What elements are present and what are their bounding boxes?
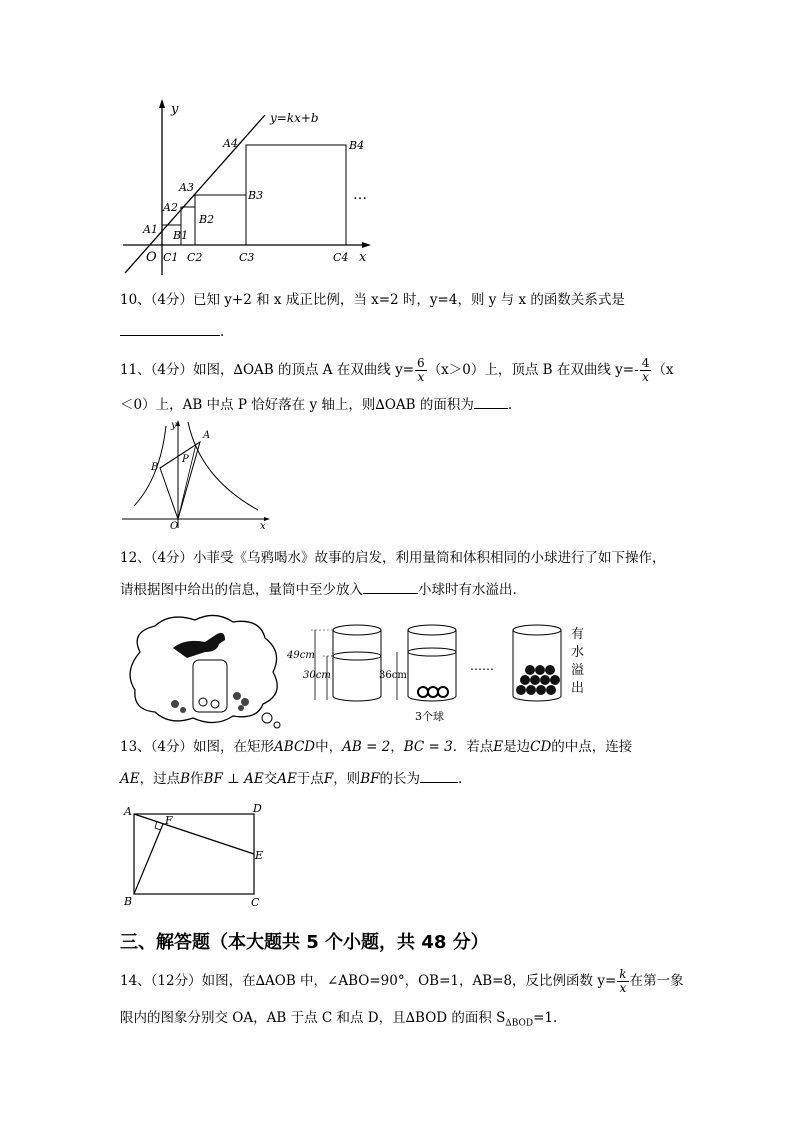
cylinder-2-top <box>408 625 456 635</box>
q11-frac2-num: 4 <box>641 356 650 370</box>
q13-ae2: AE <box>277 771 297 787</box>
overflow-char-1: 有 <box>571 627 585 642</box>
label-D: D <box>253 802 262 815</box>
label-A1: A1 <box>143 223 158 236</box>
q14-line2a: 限内的图象分别交 OA，AB 于点 C 和点 D，且∆BOD 的面积 S <box>120 1010 506 1026</box>
cloud-bubble-2 <box>274 722 280 728</box>
overflow-char-3: 溢 <box>571 663 585 678</box>
cylinder-1-water <box>333 652 381 660</box>
label-B1: B1 <box>173 229 189 242</box>
x-label: x <box>359 250 367 265</box>
q11-frac2-den: x <box>642 370 649 384</box>
squares-line-figure <box>115 95 375 280</box>
q14-line2b: =1. <box>533 1010 558 1026</box>
ellipsis-dots: …… <box>470 659 494 673</box>
label-B2: B2 <box>199 213 215 226</box>
ball-1 <box>418 687 428 697</box>
q14-frac-num: k <box>619 967 627 981</box>
question-10-answer-line <box>120 322 224 342</box>
hyperbola-left <box>134 426 166 506</box>
q11-fraction-2 <box>640 357 652 384</box>
q11-fraction-1 <box>415 357 427 384</box>
q14-part1: 14、（12分）如图，在∆AOB 中，∠ABO=90°，OB=1，AB=8，反比例函数 y= <box>120 973 617 989</box>
q11-line2: ＜0）上，AB 中点 P 恰好落在 y 轴上，则∆OAB 的面积为 <box>120 397 474 413</box>
q13-line2a: AE <box>120 771 140 787</box>
q13-e: E <box>493 739 504 755</box>
q13-sep1: ， <box>390 739 404 755</box>
label-C4: C4 <box>333 251 349 264</box>
many-balls <box>516 665 560 695</box>
cylinder-1-top <box>333 625 381 635</box>
origin-label: O <box>146 250 157 265</box>
q10-blank[interactable] <box>120 323 220 336</box>
label-A2: A2 <box>163 201 178 214</box>
pebble-1 <box>199 698 207 706</box>
thought-cloud <box>130 615 277 722</box>
y-label: y <box>171 102 179 117</box>
q14-sub: ∆BOD <box>505 1018 534 1029</box>
y-axis-arrow <box>159 99 165 108</box>
q12-line1: 12、（4分）小菲受《乌鸦喝水》故事的启发，利用量筒和体积相同的小球进行了如下操作， <box>120 550 666 566</box>
question-14-line2 <box>120 1008 557 1034</box>
q13-abcd: ABCD <box>274 739 316 755</box>
q14-fraction <box>617 968 628 995</box>
section-3-heading: 三、解答题（本大题共 5 个小题，共 48 分） <box>120 932 489 953</box>
segment-AE <box>134 814 254 854</box>
q13-bf: BF <box>360 771 380 787</box>
question-12-line2 <box>120 580 517 600</box>
label-x: x <box>260 521 266 532</box>
q14-frac-den: x <box>619 981 627 995</box>
q13-line2e: 于点 <box>296 771 324 787</box>
pebble-3 <box>233 692 241 700</box>
q13-line2f: ，则 <box>333 771 361 787</box>
label-36cm: 36cm <box>379 670 407 681</box>
label-B3: B3 <box>248 189 264 202</box>
q11-part2: （x＞0）上，顶点 B 在双曲线 y=- <box>427 362 639 378</box>
question-13-line2 <box>120 769 462 789</box>
q12-line2a: 请根据图中给出的信息，量筒中至少放入 <box>120 582 363 598</box>
pebble-4 <box>241 698 249 706</box>
q11-part3: （x <box>652 362 674 378</box>
q11-end: . <box>507 397 513 413</box>
label-3-balls: 3个球 <box>415 710 444 723</box>
q13-line1a: 13、（4分）如图，在矩形 <box>120 739 275 755</box>
ball-3 <box>438 687 448 697</box>
pebble-5 <box>238 705 244 711</box>
segment-BF <box>134 824 163 894</box>
q13-line1c: ．若点 <box>452 739 494 755</box>
cylinder-3-bottom <box>513 696 561 701</box>
q13-line2g: 的长为 <box>379 771 420 787</box>
question-11 <box>120 357 673 384</box>
cylinder-3-top <box>513 625 561 635</box>
q13-line2d: 交 <box>263 771 278 787</box>
label-A3: A3 <box>179 181 194 194</box>
cloud-bubble-1 <box>262 713 272 723</box>
label-E: E <box>255 849 264 862</box>
label-O: O <box>170 521 179 532</box>
label-A: A <box>124 805 132 818</box>
overflow-char-4: 出 <box>571 681 585 696</box>
label-B: B <box>124 895 133 908</box>
question-11-line2 <box>120 395 512 415</box>
overflow-char-2: 水 <box>571 645 585 660</box>
label-C1: C1 <box>163 251 179 264</box>
question-10 <box>120 290 625 310</box>
label-B: B <box>151 462 159 473</box>
pebble-7 <box>180 707 186 713</box>
q13-line1b: 中， <box>315 739 343 755</box>
cylinder-2-water <box>408 648 456 656</box>
q13-perp: BF ⊥ AE <box>203 771 264 787</box>
q13-line2b: ，过点 <box>139 771 181 787</box>
q13-f: F <box>323 771 334 787</box>
q13-line1e: 的中点，连接 <box>551 739 633 755</box>
pebble-2 <box>211 700 219 708</box>
hyperbola-triangle-figure <box>118 418 278 533</box>
q13-line1d: 是边 <box>503 739 531 755</box>
label-C2: C2 <box>187 251 203 264</box>
continuation-dots: … <box>353 187 367 203</box>
hyperbola-right <box>188 422 258 510</box>
crow-cylinders-figure <box>125 612 595 730</box>
label-P: P <box>182 454 189 465</box>
q12-blank[interactable] <box>363 581 418 594</box>
label-y: y <box>171 420 177 431</box>
label-C3: C3 <box>239 251 255 264</box>
label-C: C <box>251 896 260 909</box>
q12-line2b: 小球时有水溢出. <box>418 582 517 598</box>
q13-end: . <box>457 771 463 787</box>
label-A: A <box>203 430 211 441</box>
q13-bc: BC = 3 <box>403 739 453 755</box>
label-B4: B4 <box>349 139 365 152</box>
q11-blank[interactable] <box>474 396 508 409</box>
q13-cd: CD <box>530 739 552 755</box>
label-F: F <box>165 814 173 827</box>
q11-frac1-den: x <box>417 370 425 384</box>
label-A4: A4 <box>223 137 238 150</box>
q11-part1: 11、（4分）如图，∆OAB 的顶点 A 在双曲线 y= <box>120 362 415 378</box>
q13-blank[interactable] <box>420 770 458 783</box>
pebble-6 <box>171 700 179 708</box>
question-14 <box>120 968 684 995</box>
label-49cm: 49cm <box>287 650 315 661</box>
q11-frac1-num: 6 <box>417 356 425 370</box>
q10-end: . <box>220 324 225 340</box>
crow <box>173 633 225 658</box>
rectangle-ABCD <box>134 814 254 894</box>
question-12 <box>120 548 666 568</box>
question-13 <box>120 737 632 757</box>
cylinder-1-bottom <box>333 696 381 701</box>
label-30cm: 30cm <box>303 670 331 681</box>
line-label: y=kx+b <box>270 111 319 125</box>
q13-b: B <box>180 771 191 787</box>
x-axis-arrow <box>362 242 371 248</box>
ball-2 <box>428 687 438 697</box>
q14-part2: 在第一象 <box>629 973 684 989</box>
rectangle-figure <box>118 798 278 913</box>
q13-ab: AB = 2 <box>342 739 391 755</box>
q13-line2c: 作 <box>190 771 204 787</box>
bottle <box>193 660 227 712</box>
q10-text: 10、（4分）已知 y+2 和 x 成正比例，当 x=2 时，y=4，则 y 与 x 的函数关系式是 <box>120 292 625 308</box>
